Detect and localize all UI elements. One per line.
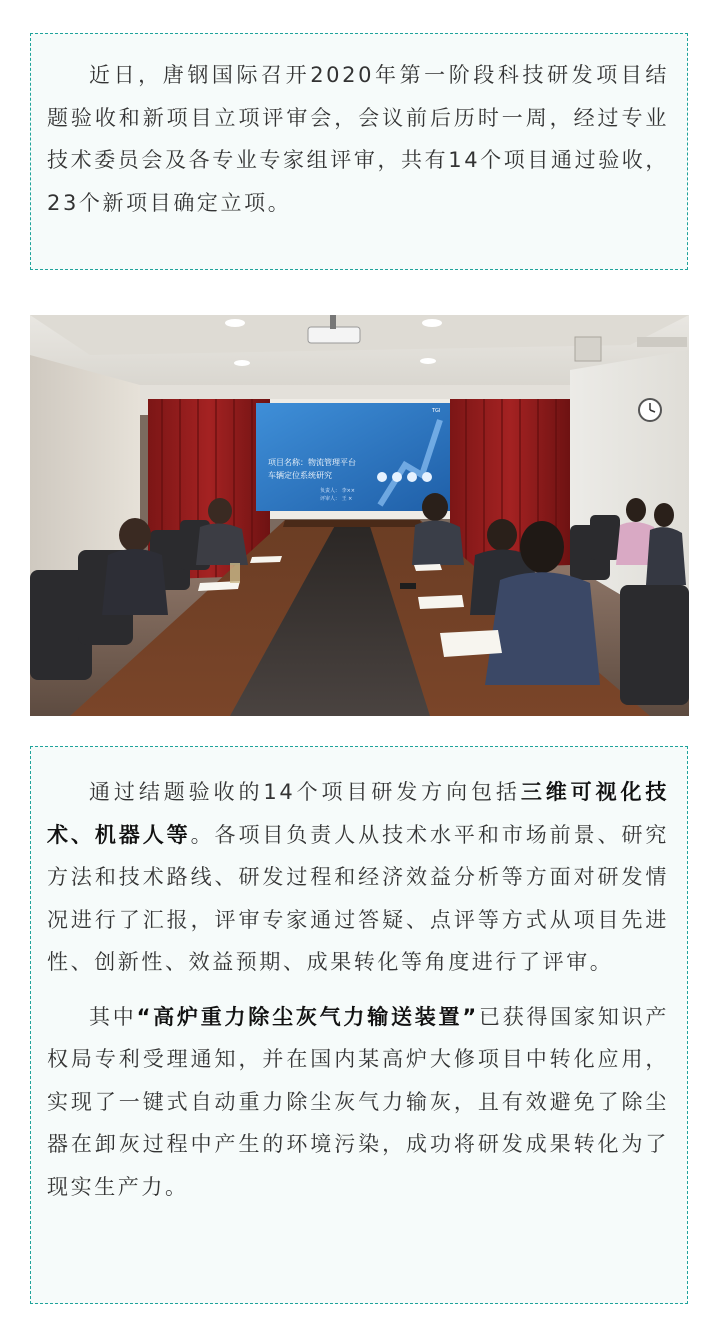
details2-text-c: 已获得国家知识产权局专利受理通知，并在国内某高炉大修项目中转化应用，实现了一键式自动重力除尘灰气力输灰，且有效避免了除尘器在卸灰过程中产生的环境污染，成功将研发成果转化为了现实生产力。 xyxy=(47,1004,669,1199)
details-paragraph-2 xyxy=(31,996,687,1209)
screen-title-line2: 车辆定位系统研究 xyxy=(268,471,332,480)
details2-text-a: 其中 xyxy=(89,1004,137,1029)
intro-box xyxy=(30,33,688,270)
details-paragraph-1 xyxy=(31,747,687,984)
details-box xyxy=(30,746,688,1304)
intro-paragraph: 近日，唐钢国际召开2020年第一阶段科技研发项目结题验收和新项目立项评审会，会议前后历时一周，经过专业技术委员会及各专业专家组评审，共有14个项目通过验收，23个新项目确定立项。 xyxy=(47,63,669,215)
highlight-directions: 三维可视化技术、机器人等 xyxy=(47,780,669,847)
meeting-photo xyxy=(30,315,689,716)
screen-subtitle-2: 评审人： 王 × xyxy=(320,496,353,502)
screen-title-line1: 项目名称：物流管理平台 xyxy=(268,458,356,467)
screen-logo: TGI xyxy=(432,408,441,414)
highlight-device-name: “高炉重力除尘灰气力输送装置” xyxy=(136,1004,479,1029)
details-text-c: 。各项目负责人从技术水平和市场前景、研究方法和技术路线、研发过程和经济效益分析等方面对研发情况进行了汇报，评审专家通过答疑、点评等方式从项目先进性、创新性、效益预期、成果转化等角度进行了评审。 xyxy=(47,822,669,974)
details-text-a: 通过结题验收的14个项目研发方向包括 xyxy=(89,780,521,804)
screen-subtitle-1: 负责人： 李×× xyxy=(320,488,355,494)
